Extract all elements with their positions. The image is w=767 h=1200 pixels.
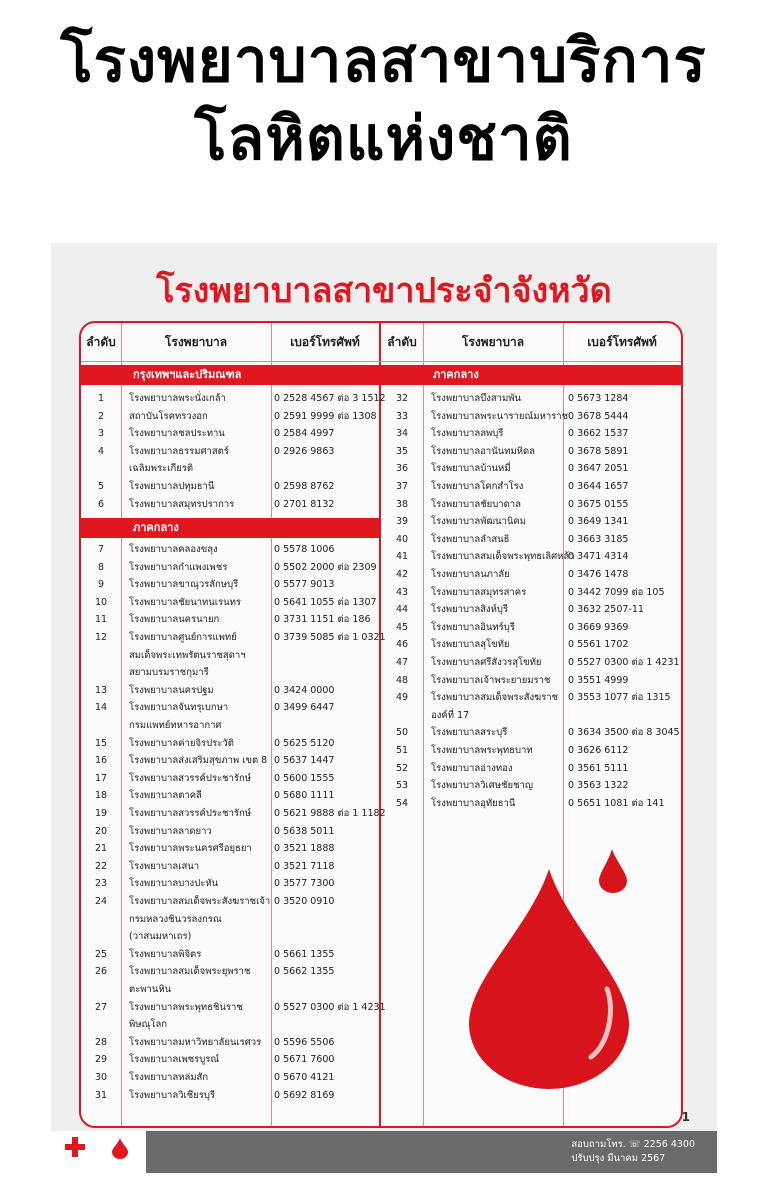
hospital-name: โรงพยาบาลอานันทมหิดล (431, 445, 535, 457)
row-number: 54 (395, 797, 409, 809)
header-phone-right: เบอร์โทรศัพท์ (587, 335, 657, 349)
hospital-phone: 0 5670 4121 (274, 1072, 335, 1083)
blood-center-logo-icon (111, 1137, 129, 1159)
row-number: 51 (395, 745, 409, 756)
hospital-phone: 0 2591 9999 ต่อ 1308 (274, 410, 377, 422)
hospital-phone: 0 3553 1077 ต่อ 1315 (568, 692, 671, 704)
row-number: 49 (395, 692, 409, 704)
hospital-phone: 0 3476 1478 (568, 569, 629, 580)
hospital-name: โรงพยาบาลสมุทรปราการ (129, 498, 235, 510)
row-number: 29 (94, 1054, 108, 1066)
hospital-name: โรงพยาบาลเจ้าพระยายมราช (431, 674, 551, 686)
hospital-name: โรงพยาบาลค่ายจิรประวัติ (129, 737, 234, 749)
row-number: 9 (97, 579, 105, 591)
hospital-phone: 0 5671 7600 (274, 1054, 335, 1066)
hospital-phone: 0 5527 0300 ต่อ 1 4231 (568, 657, 680, 668)
hospital-phone: 0 3521 7118 (274, 860, 335, 872)
hospital-name: โรงพยาบาลสมเด็จพระสังฆราช องค์ที่ 17 (431, 692, 559, 721)
hospital-phone: 0 2926 9863 (274, 445, 335, 457)
header-hospital-right: โรงพยาบาล (461, 335, 525, 349)
footer-updated: ปรับปรุง มีนาคม 2567 (571, 1153, 666, 1164)
row-number: 12 (94, 632, 108, 643)
row-number: 14 (94, 702, 108, 714)
hospital-name: โรงพยาบาลชลประทาน (129, 428, 225, 440)
hospital-name: โรงพยาบาลสวรรค์ประชารักษ์ (129, 808, 252, 819)
hospital-phone: 0 3647 2051 (568, 463, 629, 475)
hospital-name: โรงพยาบาลพัฒนานิคม (431, 516, 526, 528)
hospital-phone: 0 5596 5506 (274, 1036, 335, 1048)
hospital-phone: 0 3563 1322 (568, 780, 629, 792)
hospital-name: โรงพยาบาลอินทร์บุรี (431, 621, 515, 633)
row-number: 19 (94, 808, 108, 819)
row-number: 33 (395, 410, 409, 422)
row-number: 16 (94, 755, 108, 767)
hospital-phone: 0 2701 8132 (274, 498, 335, 510)
page-title-line1: โรงพยาบาลสาขาบริการ (60, 26, 707, 96)
header-order-right: ลำดับ (387, 335, 417, 349)
hospital-phone: 0 5673 1284 (568, 393, 629, 404)
hospital-phone: 0 3499 6447 (274, 702, 335, 714)
row-number: 45 (395, 621, 409, 633)
row-number: 37 (395, 481, 409, 492)
hospital-name: โรงพยาบาลพระนครศรีอยุธยา (129, 843, 252, 855)
hospital-phone: 0 5662 1355 (274, 966, 335, 978)
hospital-name: โรงพยาบาลชัยบาดาล (431, 498, 521, 510)
hospital-name: โรงพยาบาลธรรมศาสตร์ เฉลิมพระเกียรติ (129, 445, 229, 475)
row-number: 18 (94, 790, 108, 802)
hospital-name: โรงพยาบาลสมเด็จพระสังฆราชเจ้า กรมหลวงชินวรลงกรณ (วาสนมหาเถร) (129, 896, 271, 943)
row-number: 42 (395, 569, 409, 580)
hospital-phone: 0 5661 1355 (274, 948, 335, 960)
hospital-phone: 0 3551 4999 (568, 674, 629, 686)
hospital-phone: 0 5502 2000 ต่อ 2309 (274, 561, 377, 573)
hospital-phone: 0 3678 5444 (568, 410, 629, 422)
hospital-name: โรงพยาบาลส่งเสริมสุขภาพ เขต 8 (129, 755, 268, 767)
hospital-phone: 0 3424 0000 (274, 684, 335, 696)
row-number: 17 (94, 772, 108, 784)
hospital-name: สถาบันโรคทรวงอก (129, 410, 208, 422)
hospital-phone: 0 3739 5085 ต่อ 1 0321 (274, 632, 386, 643)
poster-footer (51, 1131, 717, 1173)
hospital-poster (51, 243, 717, 1173)
row-number: 6 (97, 498, 105, 510)
footer-logos (51, 1131, 146, 1173)
hospital-phone: 0 2598 8762 (274, 481, 335, 492)
hospital-phone: 0 3678 5891 (568, 445, 629, 457)
row-number: 3 (97, 428, 105, 440)
hospital-name: โรงพยาบาลศูนย์การแพทย์ สมเด็จพระเทพรัตนราชสุดาฯ สยามบรมราชกุมารี (129, 632, 246, 679)
hospital-phone: 0 3626 6112 (568, 745, 629, 756)
row-number: 34 (395, 428, 409, 440)
row-number: 20 (94, 825, 108, 837)
hospital-name: โรงพยาบาลพระพุทธบาท (431, 745, 533, 756)
hospital-phone: 0 3561 5111 (568, 762, 629, 774)
hospital-name: โรงพยาบาลหล่มสัก (129, 1072, 209, 1083)
row-number: 46 (395, 639, 409, 651)
hospital-name: โรงพยาบาลนภาลัย (431, 569, 510, 580)
page-number: 1 (681, 1110, 690, 1124)
hospital-phone: 0 5692 8169 (274, 1089, 335, 1101)
row-number: 30 (94, 1072, 108, 1083)
section-bangkok: กรุงเทพฯและปริมณฑล (81, 365, 379, 385)
hospital-phone: 0 5600 1555 (274, 772, 335, 784)
row-number: 47 (395, 657, 409, 668)
hospital-phone: 0 3632 2507-11 (568, 604, 644, 616)
row-number: 8 (97, 561, 105, 573)
row-number: 50 (395, 727, 409, 739)
hospital-name: โรงพยาบาลพระนารายณ์มหาราช (431, 410, 569, 422)
row-number: 52 (395, 762, 409, 774)
hospital-name: โรงพยาบาลศรีสังวรสุโขทัย (431, 657, 542, 668)
hospital-name: โรงพยาบาลลาดยาว (129, 825, 212, 837)
hospital-name: โรงพยาบาลสมเด็จพระพุทธเลิศหล้า (431, 551, 575, 563)
row-number: 40 (395, 533, 409, 545)
hospital-name: โรงพยาบาลลำสนธิ (431, 533, 510, 545)
red-cross-logo-icon (65, 1137, 85, 1157)
header-hospital-left: โรงพยาบาล (164, 335, 228, 349)
hospital-phone: 0 5621 9888 ต่อ 1 1182 (274, 808, 386, 819)
hospital-phone: 0 5651 1081 ต่อ 141 (568, 797, 665, 809)
row-number: 32 (395, 393, 409, 404)
row-number: 5 (97, 481, 105, 492)
hospital-name: โรงพยาบาลพระนั่งเกล้า (129, 393, 226, 404)
hospital-phone: 0 2528 4567 ต่อ 3 1512 (274, 393, 386, 404)
hospital-name: โรงพยาบาลโคกสำโรง (431, 481, 524, 492)
poster-heading: โรงพยาบาลสาขาประจำจังหวัด (156, 271, 612, 311)
hospital-phone: 0 5641 1055 ต่อ 1307 (274, 596, 377, 608)
row-number: 25 (94, 948, 108, 960)
blood-drop-icon (469, 829, 669, 1089)
hospital-name: โรงพยาบาลบางปะหัน (129, 878, 219, 890)
hospital-phone: 0 3649 1341 (568, 516, 629, 528)
hospital-name: โรงพยาบาลตาคลี (129, 790, 202, 802)
hospital-name: โรงพยาบาลพิจิตร (129, 948, 202, 960)
row-number: 26 (94, 966, 108, 978)
hospital-phone: 0 3577 7300 (274, 878, 335, 890)
page-title (0, 22, 767, 178)
row-number: 2 (97, 410, 105, 422)
hospital-phone: 0 3675 0155 (568, 498, 629, 510)
hospital-name: โรงพยาบาลบ้านหมี่ (431, 463, 511, 475)
row-number: 21 (94, 843, 108, 855)
hospital-name: โรงพยาบาลวิเศษชัยชาญ (431, 780, 533, 792)
hospital-phone: 0 3471 4314 (568, 551, 629, 563)
page-title-line2: โลหิตแห่งชาติ (194, 104, 573, 174)
row-number: 24 (94, 896, 108, 907)
hospital-phone: 0 3669 9369 (568, 621, 629, 633)
row-number: 48 (395, 674, 409, 686)
row-number: 7 (97, 544, 105, 555)
hospital-phone: 0 5625 5120 (274, 737, 335, 749)
header-order-left: ลำดับ (86, 335, 116, 349)
hospital-name: โรงพยาบาลลพบุรี (431, 428, 504, 440)
hospital-name: โรงพยาบาลสิงห์บุรี (431, 604, 509, 616)
row-number: 38 (395, 498, 409, 510)
hospital-phone: 0 5527 0300 ต่อ 1 4231 (274, 1001, 386, 1013)
hospital-name: โรงพยาบาลสุโขทัย (431, 639, 510, 651)
hospital-name: โรงพยาบาลมหาวิทยาลัยนเรศวร (129, 1036, 262, 1048)
hospital-phone: 0 3634 3500 ต่อ 8 3045 (568, 727, 680, 739)
row-number: 53 (395, 780, 409, 792)
hospital-phone: 0 5680 1111 (274, 790, 335, 802)
hospital-phone: 0 5577 9013 (274, 579, 335, 591)
hospital-name: โรงพยาบาลปทุมธานี (129, 481, 215, 492)
row-number: 11 (94, 614, 108, 626)
hospital-phone: 0 2584 4997 (274, 428, 335, 440)
hospital-name: โรงพยาบาลเสนา (129, 860, 200, 872)
hospital-name: โรงพยาบาลวิเชียรบุรี (129, 1089, 216, 1101)
footer-phone: สอบถามโทร. ☏ 2256 4300 (571, 1139, 695, 1150)
hospital-name: โรงพยาบาลสมุทรสาคร (431, 586, 527, 598)
row-number: 35 (395, 445, 409, 457)
hospital-name: โรงพยาบาลบึงสามพัน (431, 393, 522, 404)
hospital-name: โรงพยาบาลคลองขลุง (129, 544, 218, 555)
row-number: 44 (395, 604, 409, 616)
row-number: 41 (395, 551, 409, 563)
hospital-phone: 0 5638 5011 (274, 825, 335, 837)
section-central-left: ภาคกลาง (81, 518, 379, 538)
hospital-name: โรงพยาบาลกำแพงเพชร (129, 561, 228, 573)
row-number: 36 (395, 463, 409, 475)
row-number: 28 (94, 1036, 108, 1048)
row-number: 39 (395, 516, 409, 528)
hospital-name: โรงพยาบาลอ่างทอง (431, 762, 513, 774)
hospital-name: โรงพยาบาลสวรรค์ประชารักษ์ (129, 772, 252, 784)
hospital-phone: 0 3731 1151 ต่อ 186 (274, 614, 371, 626)
row-number: 31 (94, 1089, 108, 1101)
hospital-phone: 0 3521 1888 (274, 843, 335, 855)
hospital-name: โรงพยาบาลชัยนาทนเรนทร (129, 596, 242, 608)
hospital-name: โรงพยาบาลสมเด็จพระยุพราช ตะพานหิน (129, 966, 251, 995)
row-number: 23 (94, 878, 108, 890)
hospital-name: โรงพยาบาลสระบุรี (431, 727, 508, 739)
hospital-phone: 0 5637 1447 (274, 755, 335, 767)
row-number: 22 (94, 860, 108, 872)
row-number: 13 (94, 684, 108, 696)
hospital-name: โรงพยาบาลนครนายก (129, 614, 220, 626)
row-number: 10 (94, 596, 108, 608)
hospital-phone: 0 5561 1702 (568, 639, 629, 651)
row-number: 15 (94, 737, 108, 749)
hospital-phone: 0 3644 1657 (568, 481, 629, 492)
hospital-name: โรงพยาบาลอุทัยธานี (431, 797, 516, 809)
hospital-phone: 0 3442 7099 ต่อ 105 (568, 586, 665, 598)
row-number: 43 (395, 586, 409, 598)
hospital-phone: 0 3663 3185 (568, 533, 629, 545)
row-number: 1 (97, 393, 105, 404)
hospital-name: โรงพยาบาลจันทรุเบกษา กรมแพทย์ทหารอากาศ (129, 702, 229, 731)
footer-contact (571, 1138, 695, 1166)
hospital-phone: 0 3662 1537 (568, 428, 629, 440)
hospital-name: โรงพยาบาลพระพุทธชินราช พิษณุโลก (129, 1001, 243, 1031)
hospital-name: โรงพยาบาลเพชรบูรณ์ (129, 1054, 220, 1066)
hospital-name: โรงพยาบาลนครปฐม (129, 684, 214, 696)
header-phone-left: เบอร์โทรศัพท์ (290, 335, 360, 349)
hospital-phone: 0 3520 0910 (274, 896, 335, 907)
hospital-name: โรงพยาบาลขาณุวรลักษบุรี (129, 579, 239, 591)
section-central-right: ภาคกลาง (381, 365, 681, 385)
hospital-phone: 0 5578 1006 (274, 544, 335, 555)
row-number: 27 (94, 1001, 108, 1013)
row-number: 4 (97, 445, 105, 457)
